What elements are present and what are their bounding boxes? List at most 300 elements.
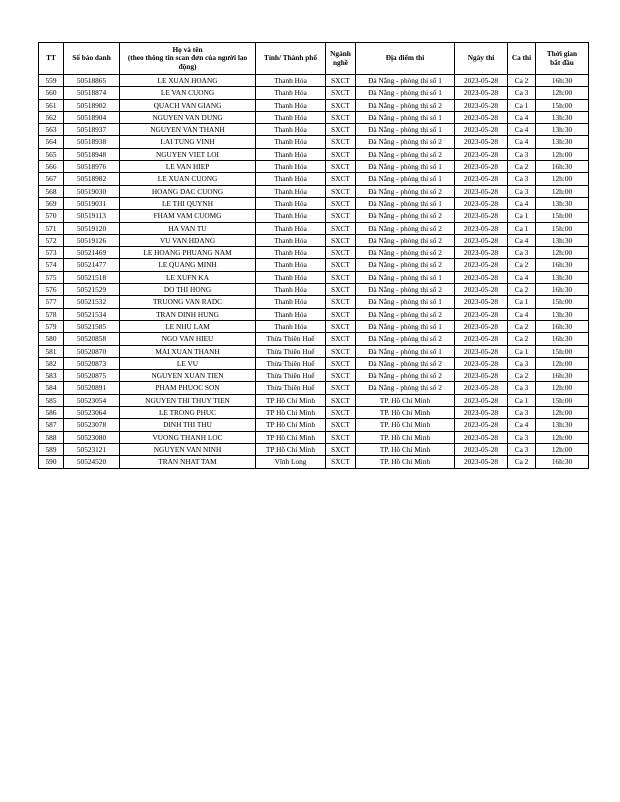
cell-province: Thanh Hóa [256, 111, 326, 123]
cell-full-name: LE TRONG PHUC [120, 407, 256, 419]
cell-trade: SXCT [326, 161, 356, 173]
cell-full-name: LE XUAN CUONG [120, 173, 256, 185]
table-row [39, 99, 589, 111]
cell-exam-date: 2023-05-28 [455, 320, 508, 332]
cell-exam-location: TP. Hồ Chí Minh [356, 394, 455, 406]
cell-exam-location: Đà Nẵng - phòng thi số 2 [356, 234, 455, 246]
cell-trade: SXCT [326, 87, 356, 99]
cell-full-name: DO THI HONG [120, 284, 256, 296]
cell-trade: SXCT [326, 124, 356, 136]
cell-exam-shift: Ca 4 [508, 124, 536, 136]
cell-trade: SXCT [326, 431, 356, 443]
cell-exam-shift: Ca 2 [508, 284, 536, 296]
cell-exam-shift: Ca 4 [508, 234, 536, 246]
cell-exam-shift: Ca 4 [508, 197, 536, 209]
cell-start-time: 12h:00 [536, 87, 589, 99]
cell-start-time: 16h:30 [536, 320, 589, 332]
cell-full-name: LE VAN CUONG [120, 87, 256, 99]
cell-candidate-number: 50520870 [64, 345, 120, 357]
cell-exam-location: Đà Nẵng - phòng thi số 1 [356, 124, 455, 136]
cell-trade: SXCT [326, 136, 356, 148]
cell-candidate-number: 50523121 [64, 443, 120, 455]
cell-start-time: 13h:30 [536, 419, 589, 431]
cell-trade: SXCT [326, 247, 356, 259]
table-row [39, 320, 589, 332]
cell-exam-shift: Ca 2 [508, 161, 536, 173]
cell-trade: SXCT [326, 357, 356, 369]
cell-exam-location: Đà Nẵng - phòng thi số 2 [356, 382, 455, 394]
cell-exam-location: TP. Hồ Chí Minh [356, 431, 455, 443]
cell-tt: 574 [39, 259, 64, 271]
cell-exam-location: Đà Nẵng - phòng thi số 2 [356, 284, 455, 296]
cell-exam-date: 2023-05-28 [455, 124, 508, 136]
cell-exam-date: 2023-05-28 [455, 333, 508, 345]
cell-exam-location: Đà Nẵng - phòng thi số 2 [356, 259, 455, 271]
cell-start-time: 12h:00 [536, 382, 589, 394]
cell-exam-shift: Ca 4 [508, 419, 536, 431]
cell-exam-date: 2023-05-28 [455, 111, 508, 123]
cell-start-time: 13h:30 [536, 197, 589, 209]
cell-tt: 588 [39, 431, 64, 443]
cell-province: TP Hồ Chí Minh [256, 443, 326, 455]
cell-exam-date: 2023-05-28 [455, 271, 508, 283]
cell-candidate-number: 50520891 [64, 382, 120, 394]
cell-exam-location: Đà Nẵng - phòng thi số 1 [356, 173, 455, 185]
cell-province: Thanh Hóa [256, 136, 326, 148]
table-row [39, 284, 589, 296]
cell-tt: 586 [39, 407, 64, 419]
cell-tt: 568 [39, 185, 64, 197]
cell-trade: SXCT [326, 308, 356, 320]
cell-province: Thanh Hóa [256, 271, 326, 283]
cell-full-name: NGUYEN VIET LOI [120, 148, 256, 160]
cell-full-name: TRAN NHAT TAM [120, 456, 256, 468]
cell-candidate-number: 50523064 [64, 407, 120, 419]
cell-candidate-number: 50520858 [64, 333, 120, 345]
cell-province: Thanh Hóa [256, 296, 326, 308]
cell-exam-shift: Ca 4 [508, 308, 536, 320]
cell-start-time: 12h:00 [536, 148, 589, 160]
cell-start-time: 15h:00 [536, 210, 589, 222]
table-row [39, 443, 589, 455]
cell-exam-date: 2023-05-28 [455, 419, 508, 431]
table-row [39, 173, 589, 185]
cell-province: Thừa Thiên Huế [256, 370, 326, 382]
cell-full-name: QUACH VAN GIANG [120, 99, 256, 111]
cell-start-time: 12h:00 [536, 247, 589, 259]
cell-tt: 585 [39, 394, 64, 406]
cell-exam-location: Đà Nẵng - phòng thi số 1 [356, 320, 455, 332]
cell-tt: 580 [39, 333, 64, 345]
header-tt: TT [39, 43, 64, 75]
cell-start-time: 12h:00 [536, 407, 589, 419]
table-row [39, 222, 589, 234]
table-row [39, 75, 589, 87]
table-header [39, 43, 589, 75]
cell-exam-date: 2023-05-28 [455, 308, 508, 320]
cell-exam-location: Đà Nẵng - phòng thi số 1 [356, 75, 455, 87]
cell-province: Thừa Thiên Huế [256, 345, 326, 357]
cell-exam-shift: Ca 3 [508, 185, 536, 197]
cell-exam-shift: Ca 3 [508, 87, 536, 99]
cell-exam-shift: Ca 3 [508, 148, 536, 160]
table-row [39, 197, 589, 209]
cell-exam-location: Đà Nẵng - phòng thi số 1 [356, 161, 455, 173]
cell-tt: 573 [39, 247, 64, 259]
cell-exam-date: 2023-05-28 [455, 456, 508, 468]
cell-trade: SXCT [326, 345, 356, 357]
cell-province: TP Hồ Chí Minh [256, 431, 326, 443]
table-row [39, 357, 589, 369]
table-row [39, 296, 589, 308]
cell-candidate-number: 50519126 [64, 234, 120, 246]
cell-trade: SXCT [326, 443, 356, 455]
cell-trade: SXCT [326, 407, 356, 419]
cell-full-name: LE VU [120, 357, 256, 369]
cell-trade: SXCT [326, 370, 356, 382]
cell-exam-date: 2023-05-28 [455, 234, 508, 246]
table-row [39, 394, 589, 406]
cell-candidate-number: 50521518 [64, 271, 120, 283]
header-time-line1: Thời gian [546, 48, 578, 58]
cell-exam-date: 2023-05-28 [455, 197, 508, 209]
cell-tt: 589 [39, 443, 64, 455]
cell-full-name: TRAN DINH HUNG [120, 308, 256, 320]
table-row [39, 161, 589, 173]
cell-exam-shift: Ca 4 [508, 111, 536, 123]
cell-full-name: NGUYEN THI THUY TIEN [120, 394, 256, 406]
cell-exam-date: 2023-05-28 [455, 210, 508, 222]
cell-exam-date: 2023-05-28 [455, 185, 508, 197]
table-row [39, 148, 589, 160]
exam-schedule-table [38, 42, 589, 469]
cell-full-name: VU VAN HDANG [120, 234, 256, 246]
cell-province: Thanh Hóa [256, 148, 326, 160]
cell-exam-date: 2023-05-28 [455, 222, 508, 234]
cell-candidate-number: 50520873 [64, 357, 120, 369]
cell-start-time: 15h:00 [536, 222, 589, 234]
cell-exam-date: 2023-05-28 [455, 173, 508, 185]
cell-province: Thanh Hóa [256, 320, 326, 332]
cell-exam-location: Đà Nẵng - phòng thi số 1 [356, 296, 455, 308]
cell-trade: SXCT [326, 259, 356, 271]
cell-full-name: LE VAN HIEP [120, 161, 256, 173]
header-location: Địa điểm thi [356, 43, 455, 75]
table-row [39, 382, 589, 394]
cell-province: Thanh Hóa [256, 284, 326, 296]
cell-exam-location: TP. Hồ Chí Minh [356, 419, 455, 431]
cell-tt: 584 [39, 382, 64, 394]
cell-exam-shift: Ca 3 [508, 431, 536, 443]
cell-trade: SXCT [326, 271, 356, 283]
cell-exam-date: 2023-05-28 [455, 75, 508, 87]
header-row [39, 43, 589, 75]
cell-exam-shift: Ca 1 [508, 394, 536, 406]
table-row [39, 185, 589, 197]
cell-exam-shift: Ca 3 [508, 173, 536, 185]
cell-trade: SXCT [326, 419, 356, 431]
cell-trade: SXCT [326, 394, 356, 406]
cell-province: Thanh Hóa [256, 75, 326, 87]
header-date: Ngày thi [455, 43, 508, 75]
cell-trade: SXCT [326, 382, 356, 394]
cell-exam-date: 2023-05-28 [455, 284, 508, 296]
header-trade-line2: nghề [332, 57, 348, 67]
table-row [39, 87, 589, 99]
header-name-title: Họ và tên [172, 44, 203, 54]
cell-tt: 562 [39, 111, 64, 123]
cell-exam-date: 2023-05-28 [455, 394, 508, 406]
cell-province: Thanh Hóa [256, 185, 326, 197]
cell-province: Thừa Thiên Huế [256, 333, 326, 345]
table-row [39, 247, 589, 259]
cell-trade: SXCT [326, 210, 356, 222]
cell-province: Thanh Hóa [256, 234, 326, 246]
cell-exam-location: Đà Nẵng - phòng thi số 1 [356, 197, 455, 209]
cell-exam-date: 2023-05-28 [455, 443, 508, 455]
cell-exam-date: 2023-05-28 [455, 161, 508, 173]
cell-province: Thanh Hóa [256, 173, 326, 185]
cell-trade: SXCT [326, 197, 356, 209]
cell-exam-shift: Ca 3 [508, 443, 536, 455]
cell-full-name: VUONG THANH LOC [120, 431, 256, 443]
cell-start-time: 16h:30 [536, 259, 589, 271]
cell-province: Thanh Hóa [256, 197, 326, 209]
cell-exam-shift: Ca 2 [508, 259, 536, 271]
cell-exam-location: Đà Nẵng - phòng thi số 2 [356, 148, 455, 160]
cell-exam-date: 2023-05-28 [455, 87, 508, 99]
cell-exam-date: 2023-05-28 [455, 407, 508, 419]
cell-exam-shift: Ca 2 [508, 333, 536, 345]
cell-exam-shift: Ca 1 [508, 296, 536, 308]
cell-start-time: 12h:00 [536, 357, 589, 369]
cell-start-time: 13h:30 [536, 136, 589, 148]
cell-trade: SXCT [326, 173, 356, 185]
cell-tt: 567 [39, 173, 64, 185]
cell-province: Thanh Hóa [256, 87, 326, 99]
cell-candidate-number: 50519113 [64, 210, 120, 222]
cell-province: TP Hồ Chí Minh [256, 419, 326, 431]
cell-candidate-number: 50519031 [64, 197, 120, 209]
cell-full-name: MAI XUAN THANH [120, 345, 256, 357]
cell-trade: SXCT [326, 222, 356, 234]
cell-full-name: NGUYEN VAN DUNG [120, 111, 256, 123]
cell-candidate-number: 50523078 [64, 419, 120, 431]
cell-tt: 560 [39, 87, 64, 99]
cell-exam-date: 2023-05-28 [455, 99, 508, 111]
cell-trade: SXCT [326, 148, 356, 160]
cell-tt: 590 [39, 456, 64, 468]
cell-exam-location: Đà Nẵng - phòng thi số 2 [356, 247, 455, 259]
cell-full-name: NGUYEN XUAN TIEN [120, 370, 256, 382]
cell-tt: 572 [39, 234, 64, 246]
cell-exam-date: 2023-05-28 [455, 382, 508, 394]
cell-tt: 570 [39, 210, 64, 222]
cell-trade: SXCT [326, 284, 356, 296]
cell-candidate-number: 50523080 [64, 431, 120, 443]
cell-start-time: 13h:30 [536, 308, 589, 320]
cell-start-time: 13h:30 [536, 271, 589, 283]
cell-candidate-number: 50519030 [64, 185, 120, 197]
cell-tt: 561 [39, 99, 64, 111]
cell-start-time: 15h:00 [536, 296, 589, 308]
cell-candidate-number: 50521534 [64, 308, 120, 320]
cell-tt: 559 [39, 75, 64, 87]
cell-start-time: 15h:00 [536, 99, 589, 111]
cell-exam-shift: Ca 1 [508, 345, 536, 357]
cell-trade: SXCT [326, 111, 356, 123]
cell-start-time: 16h:30 [536, 284, 589, 296]
table-row [39, 308, 589, 320]
cell-candidate-number: 50521529 [64, 284, 120, 296]
header-trade-line1: Ngành [330, 48, 351, 58]
header-time [536, 43, 589, 75]
cell-exam-location: Đà Nẵng - phòng thi số 2 [356, 333, 455, 345]
cell-exam-location: TP. Hồ Chí Minh [356, 407, 455, 419]
cell-exam-shift: Ca 3 [508, 382, 536, 394]
cell-exam-location: Đà Nẵng - phòng thi số 2 [356, 357, 455, 369]
cell-candidate-number: 50521532 [64, 296, 120, 308]
cell-full-name: TRUONG VAN RADC [120, 296, 256, 308]
cell-exam-location: Đà Nẵng - phòng thi số 2 [356, 136, 455, 148]
cell-candidate-number: 50518938 [64, 136, 120, 148]
cell-trade: SXCT [326, 75, 356, 87]
cell-candidate-number: 50518948 [64, 148, 120, 160]
header-trade [326, 43, 356, 75]
cell-province: Thanh Hóa [256, 161, 326, 173]
cell-tt: 577 [39, 296, 64, 308]
cell-start-time: 16h:30 [536, 75, 589, 87]
cell-exam-location: TP. Hồ Chí Minh [356, 456, 455, 468]
cell-start-time: 16h:30 [536, 161, 589, 173]
cell-candidate-number: 50518902 [64, 99, 120, 111]
table-row [39, 419, 589, 431]
cell-exam-date: 2023-05-28 [455, 136, 508, 148]
cell-start-time: 12h:00 [536, 443, 589, 455]
cell-tt: 571 [39, 222, 64, 234]
header-province: Tỉnh/ Thành phố [256, 43, 326, 75]
cell-full-name: LE XUAN HOANG [120, 75, 256, 87]
cell-candidate-number: 50521585 [64, 320, 120, 332]
cell-exam-location: Đà Nẵng - phòng thi số 2 [356, 210, 455, 222]
cell-tt: 578 [39, 308, 64, 320]
cell-start-time: 16h:30 [536, 333, 589, 345]
cell-tt: 587 [39, 419, 64, 431]
cell-full-name: FHAM VAM CUOMG [120, 210, 256, 222]
cell-province: Thanh Hóa [256, 99, 326, 111]
cell-province: Thanh Hóa [256, 247, 326, 259]
cell-start-time: 13h:30 [536, 234, 589, 246]
cell-tt: 569 [39, 197, 64, 209]
cell-candidate-number: 50518865 [64, 75, 120, 87]
cell-full-name: DINH THI THU [120, 419, 256, 431]
table-row [39, 210, 589, 222]
cell-trade: SXCT [326, 234, 356, 246]
cell-exam-location: Đà Nẵng - phòng thi số 1 [356, 271, 455, 283]
table-row [39, 370, 589, 382]
cell-full-name: HOANG DAC CUONG [120, 185, 256, 197]
cell-exam-location: Đà Nẵng - phòng thi số 1 [356, 87, 455, 99]
cell-province: Thanh Hóa [256, 124, 326, 136]
cell-exam-shift: Ca 2 [508, 75, 536, 87]
cell-trade: SXCT [326, 185, 356, 197]
table-row [39, 111, 589, 123]
table-row [39, 333, 589, 345]
cell-tt: 579 [39, 320, 64, 332]
header-name-note: (theo thông tin scan đơn của người lao động) [127, 53, 248, 71]
cell-start-time: 12h:00 [536, 431, 589, 443]
cell-full-name: LE HOANG PHUANG NAM [120, 247, 256, 259]
cell-candidate-number: 50518982 [64, 173, 120, 185]
cell-candidate-number: 50519120 [64, 222, 120, 234]
cell-start-time: 12h:00 [536, 185, 589, 197]
cell-exam-location: Đà Nẵng - phòng thi số 2 [356, 308, 455, 320]
header-shift: Ca thi [508, 43, 536, 75]
cell-province: Thanh Hóa [256, 259, 326, 271]
table-row [39, 407, 589, 419]
cell-trade: SXCT [326, 333, 356, 345]
cell-start-time: 16h:30 [536, 456, 589, 468]
header-time-line2: bắt đầu [550, 57, 574, 67]
table-row [39, 124, 589, 136]
cell-start-time: 16h:30 [536, 370, 589, 382]
cell-candidate-number: 50518937 [64, 124, 120, 136]
header-name [120, 43, 256, 75]
cell-candidate-number: 50518874 [64, 87, 120, 99]
table-row [39, 259, 589, 271]
cell-exam-date: 2023-05-28 [455, 431, 508, 443]
cell-exam-date: 2023-05-28 [455, 259, 508, 271]
cell-full-name: HA VAN TU [120, 222, 256, 234]
cell-exam-shift: Ca 3 [508, 357, 536, 369]
cell-province: Thanh Hóa [256, 222, 326, 234]
cell-exam-location: Đà Nẵng - phòng thi số 2 [356, 222, 455, 234]
cell-full-name: NGUYEN VAN THANH [120, 124, 256, 136]
cell-exam-location: Đà Nẵng - phòng thi số 2 [356, 370, 455, 382]
cell-exam-shift: Ca 1 [508, 222, 536, 234]
cell-exam-location: Đà Nẵng - phòng thi số 2 [356, 99, 455, 111]
header-sbd: Số báo danh [64, 43, 120, 75]
cell-tt: 583 [39, 370, 64, 382]
cell-exam-shift: Ca 2 [508, 456, 536, 468]
cell-province: Thừa Thiên Huế [256, 357, 326, 369]
cell-full-name: LE XUFN KA [120, 271, 256, 283]
cell-full-name: LE QUANG MINH [120, 259, 256, 271]
cell-full-name: LE THI QUYNH [120, 197, 256, 209]
cell-exam-date: 2023-05-28 [455, 370, 508, 382]
table-row [39, 234, 589, 246]
cell-trade: SXCT [326, 99, 356, 111]
table-row [39, 345, 589, 357]
cell-exam-shift: Ca 1 [508, 210, 536, 222]
cell-tt: 565 [39, 148, 64, 160]
cell-start-time: 13h:30 [536, 124, 589, 136]
cell-tt: 582 [39, 357, 64, 369]
cell-tt: 563 [39, 124, 64, 136]
cell-full-name: NGO VAN HIEU [120, 333, 256, 345]
table-row [39, 271, 589, 283]
cell-province: TP Hồ Chí Minh [256, 407, 326, 419]
cell-candidate-number: 50518904 [64, 111, 120, 123]
cell-candidate-number: 50523054 [64, 394, 120, 406]
cell-province: Vĩnh Long [256, 456, 326, 468]
cell-exam-date: 2023-05-28 [455, 247, 508, 259]
cell-tt: 566 [39, 161, 64, 173]
cell-candidate-number: 50518976 [64, 161, 120, 173]
cell-trade: SXCT [326, 456, 356, 468]
table-row [39, 456, 589, 468]
cell-start-time: 15h:00 [536, 394, 589, 406]
